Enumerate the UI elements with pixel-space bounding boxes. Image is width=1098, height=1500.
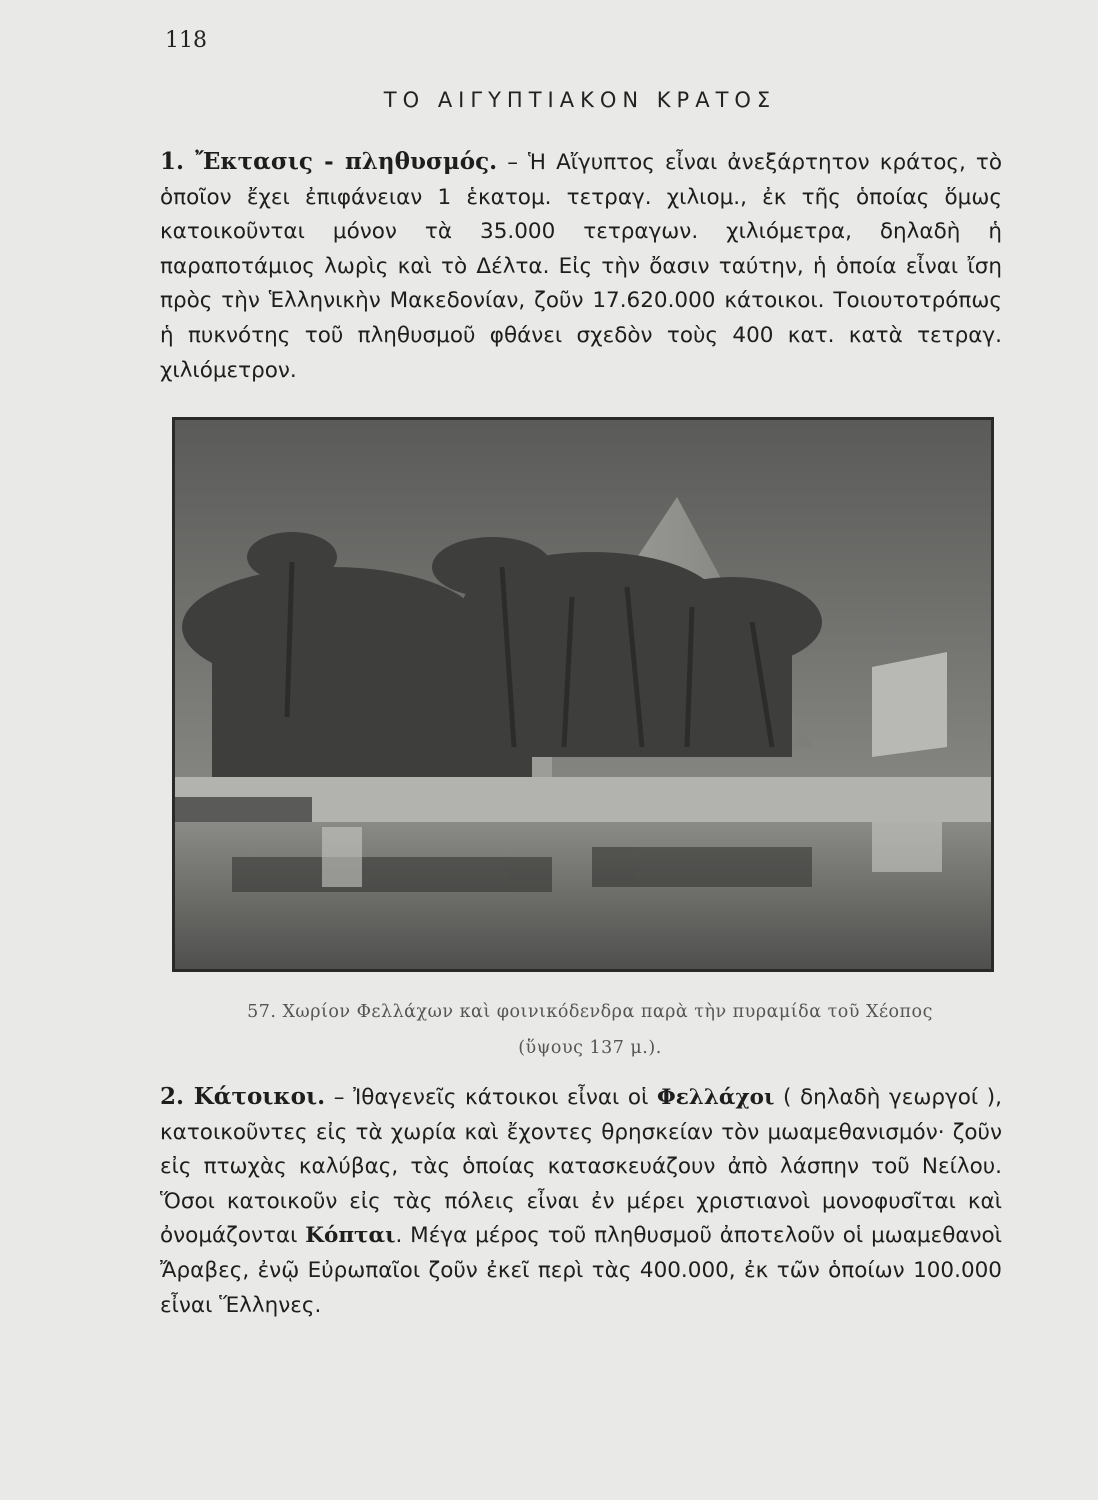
page-number: 118 <box>165 28 207 53</box>
section-1-heading: 1. Ἔκτασις - πληθυσμός. <box>160 148 498 175</box>
section-2-text-b: ( δηλαδὴ γεωργοί ), κατοικοῦντες εἰς τὰ χωρία καὶ ἔχοντες θρησκείαν τὸν μωαμεθανισμόν· ζοῦν εἰς πτωχὰς καλύβας, τὰς ὁποίας κατασκευάζουν ἀπὸ λάσπην τοῦ Νείλου. Ὅσοι κατοικοῦν εἰς τὰς πόλεις εἶναι ἐν μέρει χριστιανοὶ μονοφυσῖται καὶ ὀνομάζονται <box>160 1085 1002 1249</box>
section-2-text-c: . Μέγα μέρος τοῦ πληθυσμοῦ ἀποτελοῦν οἱ μωαμεθανοὶ Ἄραβες, ἐνῷ Εὐρωπαῖοι ζοῦν ἐκεῖ περὶ τὰς 400.000, ἐκ τῶν ὁποίων 100.000 εἶναι Ἕλληνες. <box>160 1223 1002 1318</box>
caption-line-2: (ὕψους 137 μ.). <box>518 1038 662 1058</box>
term-fellahs: Φελλάχοι <box>656 1085 775 1110</box>
section-2-paragraph <box>160 1080 1002 1323</box>
running-head: ΤΟ ΑΙΓΥΠΤΙΑΚΟΝ ΚΡΑΤΟΣ <box>383 88 777 112</box>
caption-line-1: 57. Χωρίον Φελλάχων καὶ φοινικόδενδρα παρὰ τὴν πυραμίδα τοῦ Χέοπος <box>247 1002 933 1022</box>
section-1-text: – Ἡ Αἴγυπτος εἶναι ἀνεξάρτητον κράτος, τὸ ὁποῖον ἔχει ἐπιφάνειαν 1 ἑκατομ. τετραγ. χιλιομ., ἐκ τῆς ὁποίας ὅμως κατοικοῦνται μόνον τὰ 35.000 τετραγων. χιλιόμετρα, δηλαδὴ ἡ παραποτάμιος λωρὶς καὶ τὸ Δέλτα. Εἰς τὴν ὄασιν ταύτην, ἡ ὁποία εἶναι ἴση πρὸς τὴν Ἑλληνικὴν Μακεδονίαν, ζοῦν 17.620.000 κάτοικοι. Τοιουτοτρόπως ἡ πυκνότης τοῦ πληθυσμοῦ φθάνει σχεδὸν τοὺς 400 κατ. κατὰ τετραγ. χιλιόμετρον. <box>160 150 1002 383</box>
photo-pyramid-village <box>172 417 994 972</box>
section-2-heading: 2. Κάτοικοι. <box>160 1083 326 1110</box>
figure-caption <box>200 994 980 1066</box>
section-1-paragraph <box>160 145 1002 388</box>
photo-illustration <box>172 417 994 972</box>
term-copts: Κόπται <box>305 1223 396 1249</box>
section-2-text-a: – Ἰθαγενεῖς κάτοικοι εἶναι οἱ <box>325 1085 657 1110</box>
